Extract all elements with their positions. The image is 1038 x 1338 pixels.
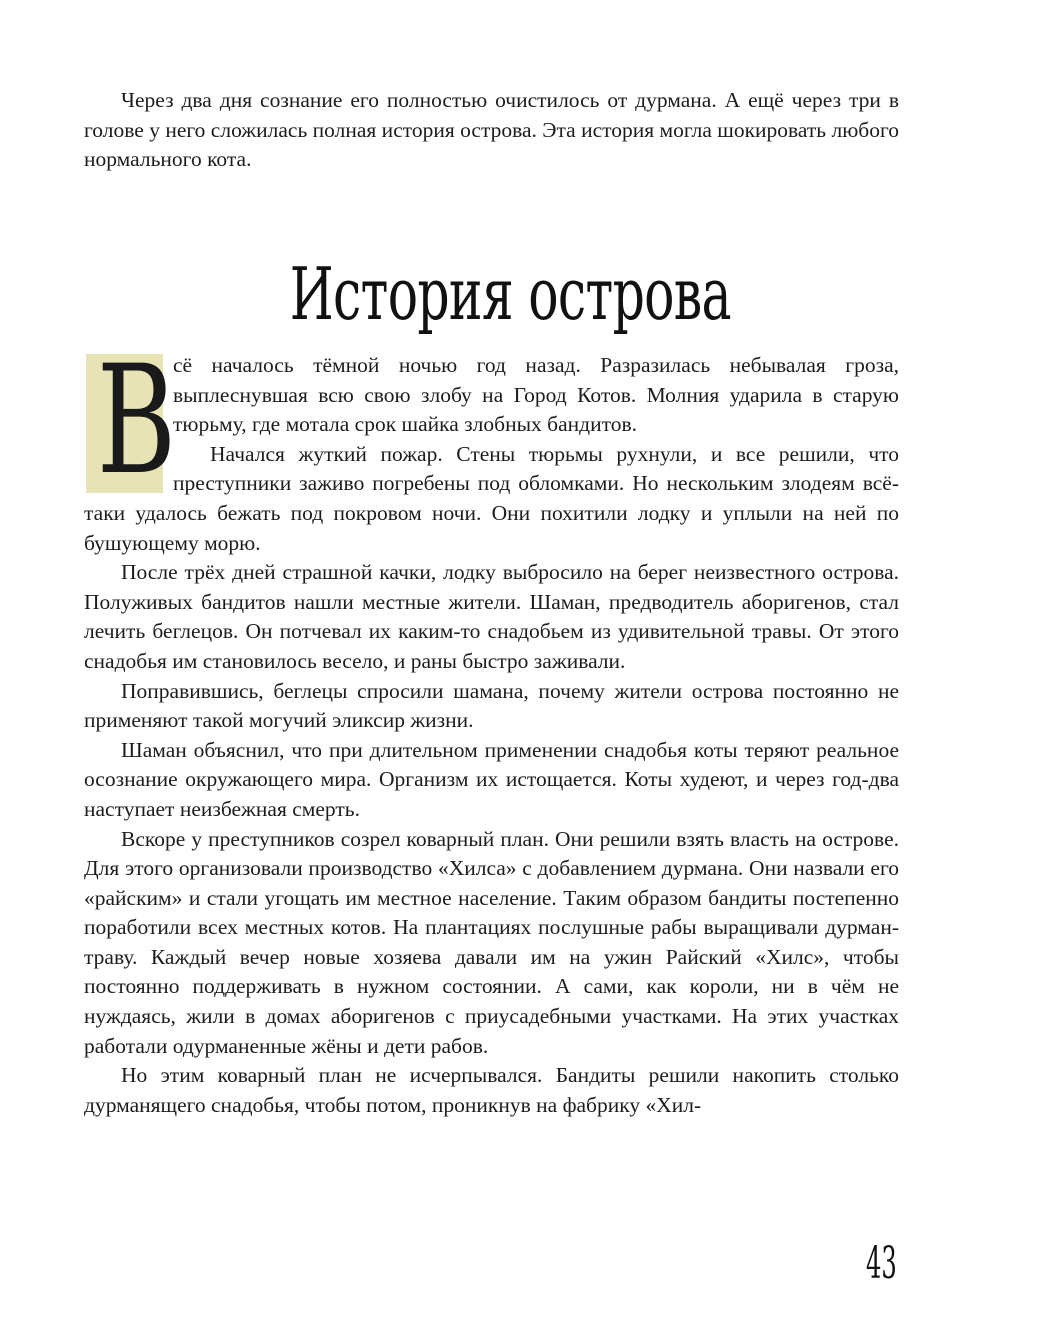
paragraph-2: Начался жуткий пожар. Стены тюрьмы рухнули, и все решили, что преступники заживо погребены под обломками. Но нескольким злодеям всё-таки удалось бежать под покровом ночи. Они похитили лодку и уплыли на ней по бушующему морю.: [84, 441, 899, 555]
intro-paragraph: Через два дня сознание его полностью очистилось от дурмана. А ещё через три в голове у него сложилась полная история острова. Эта история могла шокировать любого нормального кота.: [84, 88, 899, 172]
chapter-body: [84, 334, 899, 1120]
paragraph-5: Шаман объяснил, что при длительном применении снадобья коты теряют реальное осознание окружающего мира. Организм их истощается. Коты худеют, и через год-два наступает неизбежная смерть.: [84, 737, 899, 821]
paragraph-4: Поправившись, беглецы спросили шамана, почему жители острова постоянно не применяют такой могучий эликсир жизни.: [84, 678, 899, 733]
chapter-heading: История острова: [289, 252, 731, 336]
page-number: 43: [866, 1238, 897, 1289]
paragraph-3: После трёх дней страшной качки, лодку выбросило на берег неизвестного острова. Полуживых бандитов нашли местные жители. Шаман, предводитель аборигенов, стал лечить беглецов. Он потчевал их каким-то снадобьем из удивительной травы. От этого снадобья им становилось весело, и раны быстро заживали.: [84, 560, 899, 673]
paragraph-7: Но этим коварный план не исчерпывался. Бандиты решили накопить столько дурманящего снадобья, чтобы потом, проникнув на фабрику «Хил-: [84, 1063, 899, 1117]
drop-cap-letter: В: [96, 334, 177, 508]
paragraph-6: Вскоре у преступников созрел коварный план. Они решили взять власть на острове. Для этого организовали производство «Хилса» с добавлением дурмана. Они назвали его «райским» и стали угощать им местное население. Таким образом бандиты постепенно поработили всех местных котов. На плантациях послушные рабы выращивали дурман-траву. Каждый вечер новые хозяева давали им на ужин Райский «Хилс», чтобы постоянно поддерживать в нужном состоянии. А сами, как короли, ни в чём не нуждаясь, жили в домах аборигенов с приусадебными участками. На этих участках работали одурманенные жёны и дети рабов.: [84, 826, 899, 1058]
paragraph-1-text: сё началось тёмной ночью год назад. Разразилась небывалая гроза, выплеснувшая всю свою злобу на Город Котов. Молния ударила в старую тюрьму, где мотала срок шайка злобных бандитов.: [173, 353, 899, 437]
drop-cap: [86, 334, 177, 508]
